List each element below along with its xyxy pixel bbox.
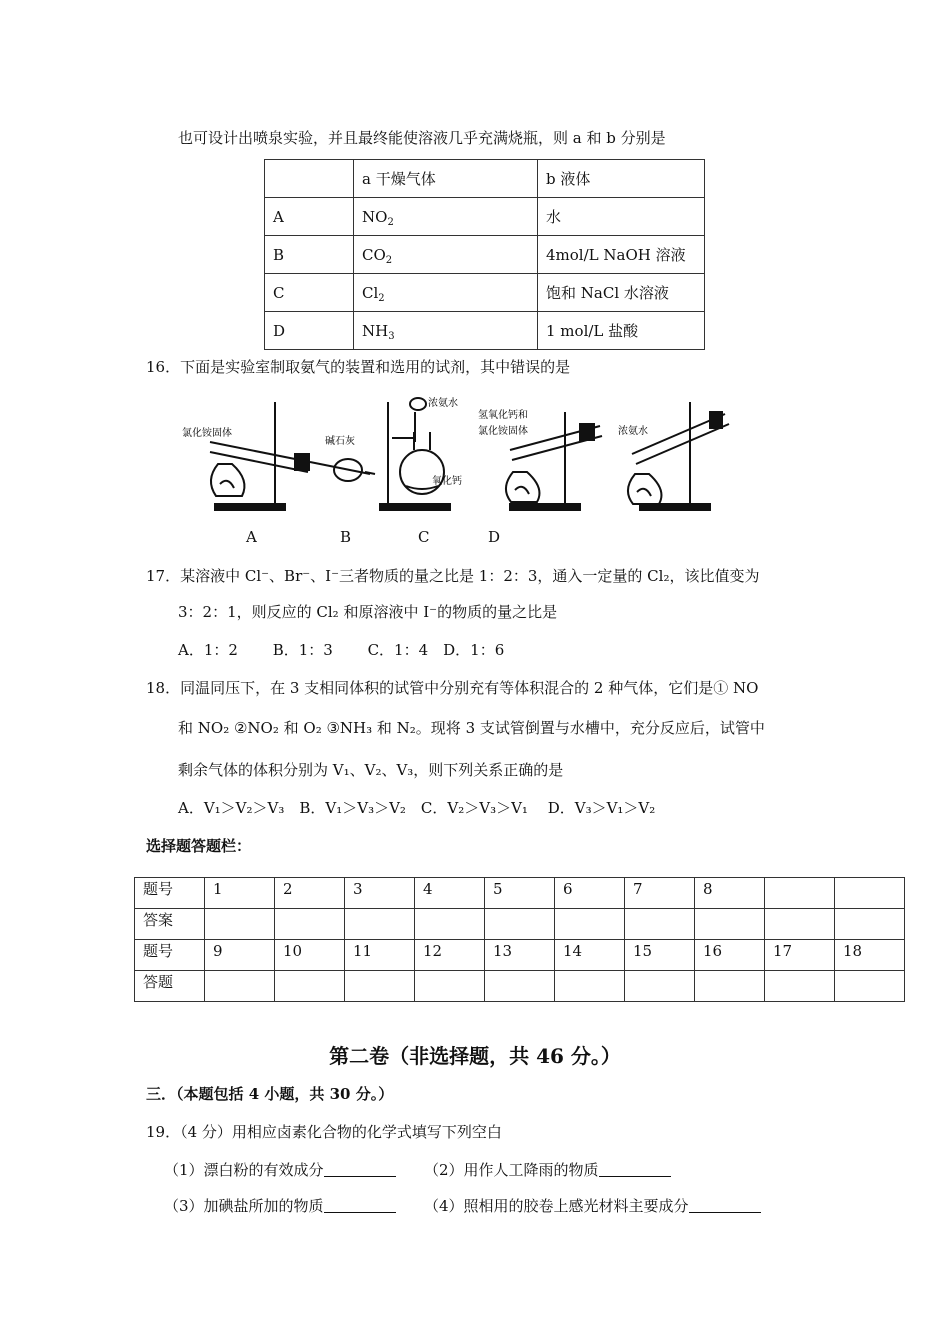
table-cell-gas: $CO_2$ xyxy=(354,236,538,274)
question-number xyxy=(835,878,905,909)
part2-title: 第二卷（非选择题，共 46 分。） xyxy=(329,1044,621,1068)
question-number xyxy=(765,878,835,909)
question-number: 8 xyxy=(695,878,765,909)
q18-line2: 和 NO₂ ②NO₂ 和 O₂ ③NH₃ 和 N₂。现将 3 支试管倒置与水槽中，充分反应后，试管中 xyxy=(178,719,765,737)
table-header-cell: b 液体 xyxy=(538,160,705,198)
label-soda-lime: 碱石灰 xyxy=(325,436,355,447)
figure-label-c: C xyxy=(418,528,430,546)
table-cell-gas: $NO_2$ xyxy=(354,198,538,236)
label-conc-ammonia-d: 浓氨水 xyxy=(618,426,648,437)
row-label: 题号 xyxy=(135,940,205,971)
label-caoh2-line2: 氯化铵固体 xyxy=(478,426,528,437)
question-number: 14 xyxy=(555,940,625,971)
q17-line1: 17．某溶液中 Cl⁻、Br⁻、I⁻三者物质的量之比是 1：2：3，通入一定量的 Cl₂，该比值变为 xyxy=(146,567,760,585)
table-cell-liquid: 饱和 NaCl 水溶液 xyxy=(538,274,705,312)
answer-cell[interactable] xyxy=(485,909,555,940)
figure-label-d: D xyxy=(488,528,501,546)
answer-cell[interactable] xyxy=(275,971,345,1002)
answer-cell[interactable] xyxy=(415,971,485,1002)
question-number: 13 xyxy=(485,940,555,971)
answer-cell[interactable] xyxy=(415,909,485,940)
table-row xyxy=(135,878,905,909)
answer-cell[interactable] xyxy=(205,971,275,1002)
table-cell-option: A xyxy=(265,198,354,236)
q17-options: A．1：2 B．1：3 C．1：4 D．1：6 xyxy=(178,641,505,659)
table-row xyxy=(265,160,705,198)
answer-bar-title: 选择题答题栏： xyxy=(146,837,252,855)
label-nh4cl-solid: 氯化铵固体 xyxy=(182,428,232,439)
answer-blank[interactable] xyxy=(689,1196,761,1213)
question-number: 5 xyxy=(485,878,555,909)
answer-cell[interactable] xyxy=(625,971,695,1002)
q18-line3: 剩余气体的体积分别为 V₁、V₂、V₃，则下列关系正确的是 xyxy=(178,761,564,779)
table-cell-liquid: 4mol/L NaOH 溶液 xyxy=(538,236,705,274)
section-3-heading: 三．（本题包括 4 小题，共 30 分。） xyxy=(146,1085,394,1103)
question-number: 18 xyxy=(835,940,905,971)
answer-cell[interactable] xyxy=(485,971,555,1002)
answer-cell[interactable] xyxy=(555,971,625,1002)
question-number: 3 xyxy=(345,878,415,909)
table-cell-liquid: 1 mol/L 盐酸 xyxy=(538,312,705,350)
q16-text: 16．下面是实验室制取氨气的装置和选用的试剂，其中错误的是 xyxy=(146,358,571,376)
question-number: 17 xyxy=(765,940,835,971)
answer-cell[interactable] xyxy=(765,909,835,940)
table-header-cell xyxy=(265,160,354,198)
question-number: 1 xyxy=(205,878,275,909)
table-cell-option: B xyxy=(265,236,354,274)
row-label: 答案 xyxy=(135,909,205,940)
table-cell-option: C xyxy=(265,274,354,312)
question-number: 2 xyxy=(275,878,345,909)
answer-cell[interactable] xyxy=(835,971,905,1002)
gas-liquid-table xyxy=(264,159,705,350)
q19-item-1: （1）漂白粉的有效成分 xyxy=(164,1160,396,1180)
answer-blank[interactable] xyxy=(324,1160,396,1177)
question-number: 12 xyxy=(415,940,485,971)
label-cao: 氧化钙 xyxy=(432,476,462,487)
answer-cell[interactable] xyxy=(345,909,415,940)
table-row xyxy=(135,940,905,971)
q19-text: 19．（4 分）用相应卤素化合物的化学式填写下列空白 xyxy=(146,1123,502,1141)
question-number: 11 xyxy=(345,940,415,971)
table-cell-option: D xyxy=(265,312,354,350)
table-row xyxy=(265,312,705,350)
ammonia-apparatus-figure xyxy=(170,392,750,522)
table-header-cell: a 干燥气体 xyxy=(354,160,538,198)
table-row xyxy=(265,274,705,312)
answer-cell[interactable] xyxy=(765,971,835,1002)
q18-line1: 18．同温同压下，在 3 支相同体积的试管中分别充有等体积混合的 2 种气体，它们是① NO xyxy=(146,679,759,697)
table-row xyxy=(135,971,905,1002)
answer-cell[interactable] xyxy=(695,909,765,940)
question-number: 6 xyxy=(555,878,625,909)
question-number: 4 xyxy=(415,878,485,909)
answer-cell[interactable] xyxy=(275,909,345,940)
answer-blank[interactable] xyxy=(599,1160,671,1177)
answer-cell[interactable] xyxy=(695,971,765,1002)
question-number: 7 xyxy=(625,878,695,909)
table-cell-gas: $NH_3$ xyxy=(354,312,538,350)
answer-cell[interactable] xyxy=(555,909,625,940)
figure-label-a: A xyxy=(246,528,257,546)
question-number: 9 xyxy=(205,940,275,971)
label-conc-ammonia-b: 浓氨水 xyxy=(428,398,458,409)
question-number: 15 xyxy=(625,940,695,971)
answer-cell[interactable] xyxy=(345,971,415,1002)
q19-item-4: （4）照相用的胶卷上感光材料主要成分 xyxy=(424,1196,761,1216)
answer-cell[interactable] xyxy=(625,909,695,940)
table-cell-liquid: 水 xyxy=(538,198,705,236)
question-number: 16 xyxy=(695,940,765,971)
answer-cell[interactable] xyxy=(205,909,275,940)
label-caoh2-line1: 氢氧化钙和 xyxy=(478,410,528,421)
q19-item-3: （3）加碘盐所加的物质 xyxy=(164,1196,396,1216)
figure-label-b: B xyxy=(340,528,352,546)
question-number: 10 xyxy=(275,940,345,971)
answer-cell[interactable] xyxy=(835,909,905,940)
answer-blank[interactable] xyxy=(324,1196,396,1213)
q19-item-2: （2）用作人工降雨的物质 xyxy=(424,1160,671,1180)
q15-tail-text: 也可设计出喷泉实验，并且最终能使溶液几乎充满烧瓶，则 a 和 b 分别是 xyxy=(178,129,666,147)
q17-line2: 3：2：1，则反应的 Cl₂ 和原溶液中 I⁻的物质的量之比是 xyxy=(178,603,558,621)
q18-options: A．V₁＞V₂＞V₃ B．V₁＞V₃＞V₂ C．V₂＞V₃＞V₁ D．V₃＞V₁＞V₂ xyxy=(178,799,656,817)
answer-table xyxy=(134,877,905,1002)
row-label: 答题 xyxy=(135,971,205,1002)
table-row xyxy=(265,236,705,274)
table-cell-gas: $Cl_2$ xyxy=(354,274,538,312)
table-row xyxy=(135,909,905,940)
row-label: 题号 xyxy=(135,878,205,909)
table-row xyxy=(265,198,705,236)
